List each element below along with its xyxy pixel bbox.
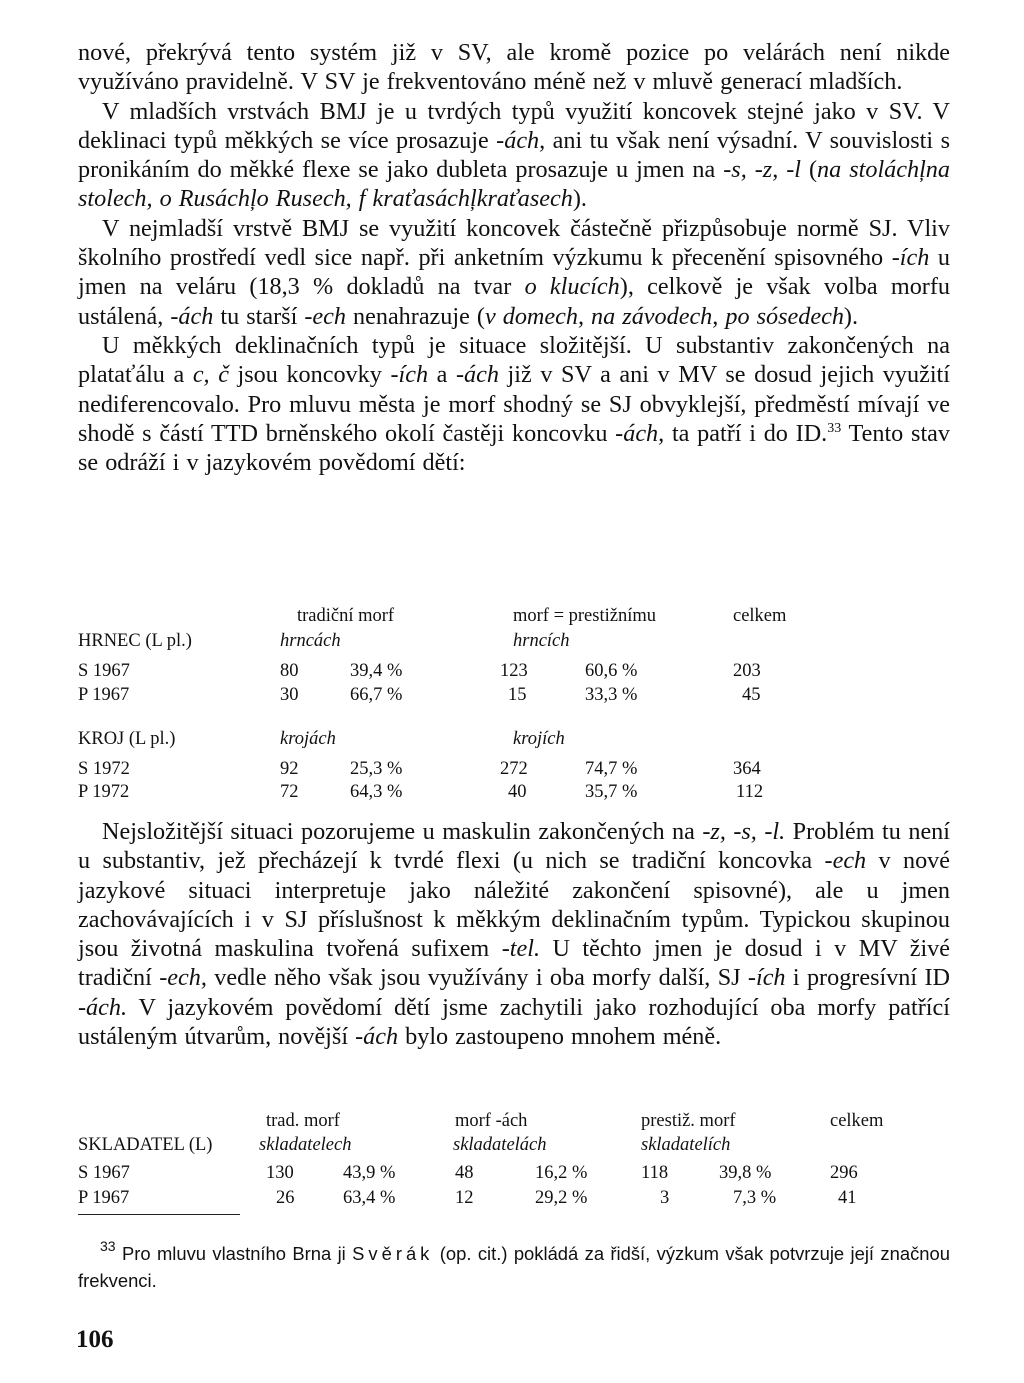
table-header-traditional: tradiční morf (297, 606, 395, 626)
footnote (78, 1240, 950, 1294)
table-cell: 112 (736, 782, 764, 802)
footnote-text (78, 1240, 950, 1294)
table-group-label: KROJ (L pl.) (78, 729, 176, 749)
table-cell: 43,9 % (343, 1163, 396, 1183)
paragraph-2: V mladších vrstvách BMJ je u tvrdých typů využití koncovek stejné jako v SV. V deklinaci typů měkkých se více prosazuje -ách, ani tu však není výsadní. V souvislosti s pronikáním do měkké flexe se jako dubleta prosazuje u jmen na -s, -z, -l (na stoláchļna stolech, o Rusáchļo Rusech, f kraťasáchļkraťasech). (78, 97, 950, 213)
table-cell: 64,3 % (350, 782, 403, 802)
table-cell: 26 (276, 1188, 295, 1208)
table-cell: 364 (733, 759, 761, 779)
table-cell: 30 (280, 685, 299, 705)
table-cell: 296 (830, 1163, 858, 1183)
table-cell: 16,2 % (535, 1163, 588, 1183)
table-cell: 35,7 % (585, 782, 638, 802)
table-row-label: S 1967 (78, 661, 130, 681)
table-cell: 66,7 % (350, 685, 403, 705)
footnote-author: Svěrák (352, 1243, 434, 1264)
table-header-ach: morf -ách (455, 1111, 528, 1131)
paragraph-4: U měkkých deklinačních typů je situace složitější. U substantiv zakončených na plataťálu a c, č jsou koncovky -ích a -ách již v SV a ani v MV se dosud jejich využití nediferencovalo. Pro mluvu města je morf shodný se SJ obvyklejší, předměstí mívají ve shodě s částí TTD brněnského okolí častěji koncovku -ách, ta patří i do ID.$^{33}$ Tento stav se odráží i v jazykovém povědomí dětí: (78, 331, 950, 477)
table-cell: 12 (455, 1188, 474, 1208)
table-row-label: P 1967 (78, 685, 130, 705)
table-header-total: celkem (830, 1111, 884, 1131)
table-cell: 72 (280, 782, 299, 802)
footnote-mark: 33 (100, 1238, 116, 1254)
table-cell: 41 (838, 1188, 857, 1208)
table-cell: 74,7 % (585, 759, 638, 779)
table-header-prestige: prestiž. morf (641, 1111, 736, 1131)
table-cell: 29,2 % (535, 1188, 588, 1208)
table-row-label: P 1972 (78, 782, 130, 802)
table-cell: 203 (733, 661, 761, 681)
table-cell: 45 (742, 685, 761, 705)
footnote-text-before: Pro mluvu vlastního Brna ji (121, 1243, 346, 1264)
table-cell: 60,6 % (585, 661, 638, 681)
table-cell: 15 (508, 685, 527, 705)
table-cell: 39,8 % (719, 1163, 772, 1183)
table-cell: 39,4 % (350, 661, 403, 681)
table-header-total: celkem (733, 606, 787, 626)
table-form-traditional: krojách (280, 729, 336, 749)
footnote-text-after: (op. cit.) pokládá za řidší, výzkum však potvrzuje její značnou frekvenci. (78, 1243, 950, 1291)
table-cell: 272 (500, 759, 528, 779)
footnote-divider (78, 1214, 240, 1215)
table-cell: 92 (280, 759, 299, 779)
table-cell: 7,3 % (733, 1188, 777, 1208)
table-group-label: SKLADATEL (L) (78, 1135, 213, 1155)
table-cell: 48 (455, 1163, 474, 1183)
table-row-label: S 1967 (78, 1163, 130, 1183)
table-cell: 40 (508, 782, 527, 802)
table-cell: 3 (660, 1188, 670, 1208)
table-row-label: P 1967 (78, 1188, 130, 1208)
table-form-prestige: hrncích (513, 631, 570, 651)
table-form-ach: skladatelách (453, 1135, 547, 1155)
table-form-traditional: hrncách (280, 631, 341, 651)
table-cell: 33,3 % (585, 685, 638, 705)
paragraph-5: Nejsložitější situaci pozorujeme u maskulin zakončených na -z, -s, -l. Problém tu není u substantiv, jež přecházejí k tvrdé flexi (u nich se tradiční koncovka -ech v nové jazykové situaci interpretuje jako náležité zakončení spisovné), ale u jmen zachovávajících i v SJ příslušnost k měkkým deklinačním typům. Typickou skupinou jsou životná maskulina tvořená sufixem -tel. U těchto jmen je dosud i v MV živé tradiční -ech, vedle něho však jsou využívány i oba morfy další, SJ -ích i progresívní ID -ách. V jazykovém povědomí dětí jsme zachytili jako rozhodující oba morfy patřící ustáleným útvarům, novější -ách bylo zastoupeno mnohem méně. (78, 818, 950, 1051)
table-form-prestige: krojích (513, 729, 565, 749)
table-group-label: HRNEC (L pl.) (78, 631, 192, 651)
table-cell: 123 (500, 661, 528, 681)
table-form-traditional: skladatelech (259, 1135, 352, 1155)
paragraph-3: V nejmladší vrstvě BMJ se využití koncovek částečně přizpůsobuje normě SJ. Vliv školního prostředí vedl sice např. při anketním výzkumu k přecenění spisovného -ích u jmen na veláru (18,3 % dokladů na tvar o klucích), celkově je však volba morfu ustálená, -ách tu starší -ech nenahrazuje (v domech, na závodech, po sósedech). (78, 214, 950, 330)
page-number: 106 (76, 1326, 114, 1353)
table-form-prestige: skladatelích (641, 1135, 731, 1155)
table-cell: 63,4 % (343, 1188, 396, 1208)
table-cell: 130 (266, 1163, 294, 1183)
table-header-traditional: trad. morf (266, 1111, 340, 1131)
table-cell: 25,3 % (350, 759, 403, 779)
table-cell: 80 (280, 661, 299, 681)
table-header-prestige: morf = prestižnímu (513, 606, 656, 626)
table-cell: 118 (641, 1163, 669, 1183)
table-row-label: S 1972 (78, 759, 130, 779)
paragraph-1: nové, překrývá tento systém již v SV, ale kromě pozice po velárách není nikde využíváno pravidelně. V SV je frekventováno méně než v mluvě generací mladších. (78, 39, 950, 96)
